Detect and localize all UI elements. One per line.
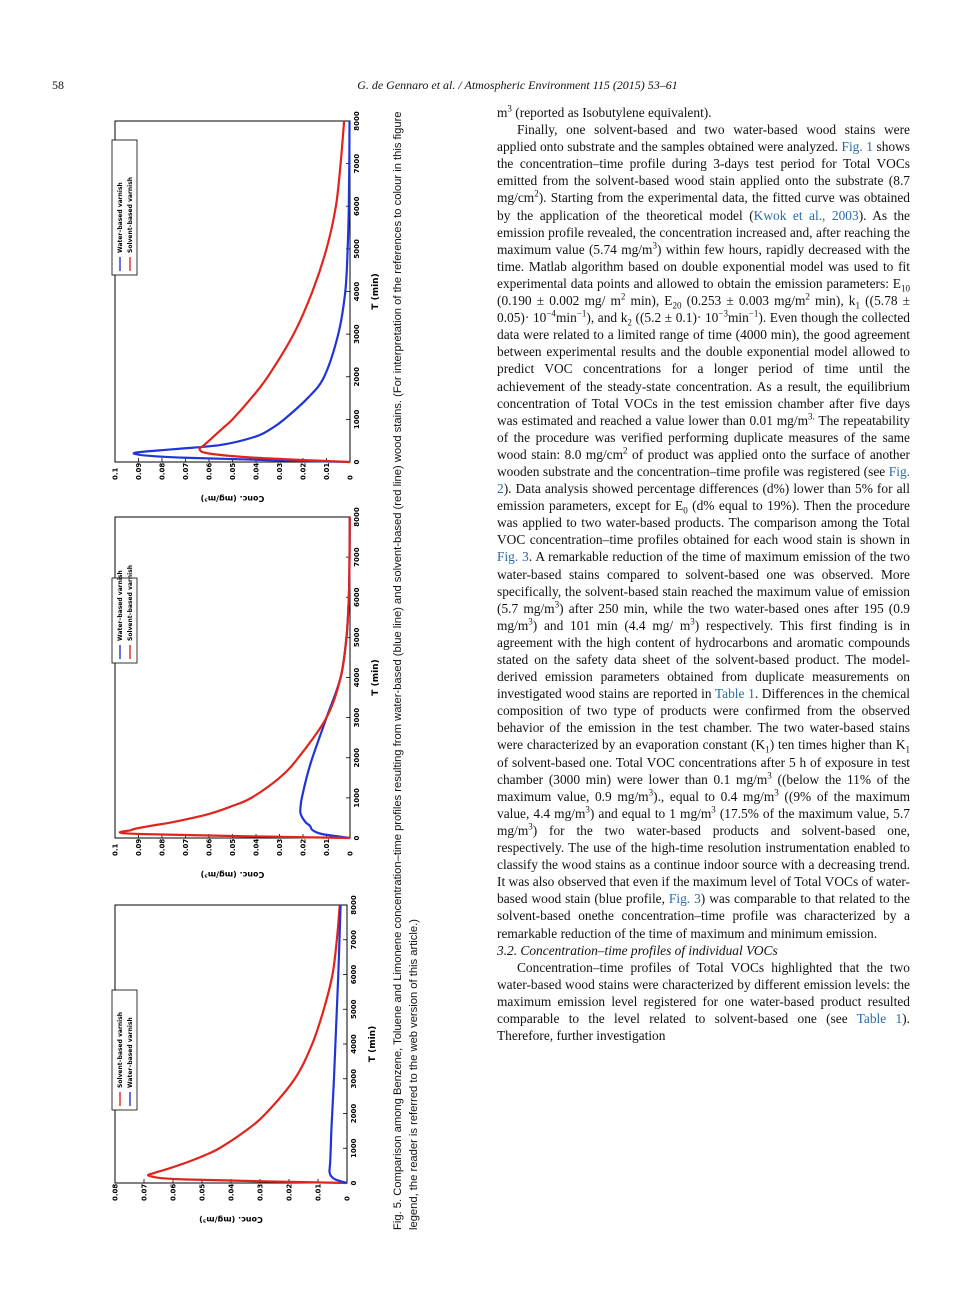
paragraph-section-3-2: Concentration–time profiles of Total VOCs highlighted that the two water-based wood stains were characterized by different emission levels: the maximum emission level registered for one water-based product resulted comparable to the level related to solvent-based one (see Table 1). Therefore, further investigation <box>497 959 910 1044</box>
y-tick-label: 0.1 <box>111 467 120 480</box>
x-axis-label: T (min) <box>371 273 381 310</box>
paragraph-continued: $m^3$ (reported as Isobutylene equivalent). <box>497 103 712 120</box>
y-tick-label: 0.05 <box>229 838 237 856</box>
y-tick-label: 0.07 <box>182 462 190 480</box>
x-tick-label: 0 <box>350 1180 358 1186</box>
y-axis-label: Conc. (mg/m³) <box>200 870 265 879</box>
y-tick-label: 0.05 <box>198 1183 207 1201</box>
body-text-column <box>497 104 910 1044</box>
caption-label: Fig. 5. <box>392 1198 404 1230</box>
y-tick-label: 0.03 <box>276 838 284 856</box>
x-tick-label: 4000 <box>353 281 361 302</box>
journal-citation: G. de Gennaro et al. / Atmospheric Environment 115 (2015) 53–61 <box>357 78 678 92</box>
legend-entry: Solvent–based varnish <box>117 1011 124 1088</box>
y-tick-label: 0.02 <box>299 462 308 480</box>
section-heading: 3.2. Concentration–time profiles of individual VOCs <box>497 942 778 958</box>
y-tick-label: 0.06 <box>205 838 214 856</box>
x-tick-label: 5000 <box>353 239 361 259</box>
y-tick-label: 0.04 <box>252 838 261 856</box>
series-line-1 <box>134 121 350 462</box>
x-tick-label: 7000 <box>353 547 361 567</box>
kwok-citation-link[interactable]: Kwok et al., 2003 <box>753 207 859 223</box>
x-tick-label: 5000 <box>353 627 361 648</box>
fig2-link[interactable]: Fig. 2 <box>497 463 910 497</box>
x-tick-label: 2000 <box>353 367 361 387</box>
y-tick-label: 0.02 <box>299 838 308 856</box>
x-tick-label: 2000 <box>353 748 361 768</box>
x-tick-label: 3000 <box>350 1069 358 1089</box>
y-tick-label: 0.07 <box>140 1183 149 1201</box>
legend-entry: Solvent–based varnish <box>127 564 134 641</box>
caption-text: Comparison among Benzene, Toluene and Limonene concentration–time profiles resulting from water-based (blue line) and solvent-based (red line) wood stains. (For interpretation of the references to colour in this figure legend, the reader is referred to the web version of this article.) <box>392 111 420 1230</box>
y-tick-label: 0.01 <box>323 462 331 480</box>
y-tick-label: 0.08 <box>158 462 167 480</box>
x-tick-label: 1000 <box>350 1138 358 1158</box>
y-tick-label: 0.04 <box>252 462 261 480</box>
y-tick-label: 0 <box>343 1196 352 1201</box>
y-tick-label: 0.08 <box>111 1183 120 1201</box>
y-tick-label: 0.02 <box>285 1183 294 1201</box>
x-tick-label: 8000 <box>353 111 361 131</box>
y-tick-label: 0.07 <box>182 838 190 856</box>
x-axis-label: T (min) <box>368 1025 378 1063</box>
x-tick-label: 0 <box>353 459 361 465</box>
x-tick-label: 4000 <box>353 667 361 688</box>
series-line-2 <box>199 121 350 462</box>
paragraph-results: Finally, one solvent-based and two water-based wood stains were applied onto substrate and the samples obtained were analyzed. Fig. 1 shows the concentration–time profile during 3-days test period for Total VOCs emitted from the solvent-based wood stain applied onto the substrate (8.7 $mg/cm^2$). Starting from the experimental data, the fitted curve was obtained by the application of the theoretical model (Kwok et al., 2003). As the emission profile revealed, the concentration increased and, after reaching the maximum value (5.74 $mg/m^3$) within few hours, rapidly decreased with the time. Matlab algorithm based on double exponential model was used to fit experimental data points and allowed to obtain the emission parameters: $E_{10}$ (0.190 ± 0.002 mg/ $m^2$ min), $E_{20}$ (0.253 ± 0.003 $mg/m^2$ min), $k_1$ $((5.78 \pm 0.05)\cdot 10^{-4}\min^{-1})$, and $k_2$ $((5.2 \pm 0.1)\cdot 10^{-3}\min^{-1})$. Even though the collected data were related to a limited range of time (4000 min), the good agreement between experimental results and the double exponential model allowed to predict VOC concentrations for a longer period of time until the achievement of the steady-state concentration. As a result, the equilibrium concentration of Total VOCs in the test emission chamber after five days was estimated and reached a value lower than 0.01 $mg/m^{3.}$ The repeatability of the procedure was verified performing duplicate measures of the same wood stain: 8.0 $mg/cm^2$ of product was applied onto the surface of another wooden substrate and the concentration–time profile was registered (see Fig. 2). Data analysis showed percentage differences (d%) lower than 5% for all emission parameters, except for $E_0$ (d% equal to 19%). Then the procedure was applied to two water-based products. The comparison among the Total VOC concentration–time profiles obtained for each wood stain is shown in Fig. 3. A remarkable reduction of the time of maximum emission of the two water-based stains compared to solvent-based one was observed. More specifically, the solvent-based stain reached the maximum value of emission (5.7 $mg/m^3$) after 250 min, while the two water-based ones after 195 (0.9 $mg/m^3$) and 101 min (4.4 mg/ $m^3$) respectively. This first finding is in agreement with the high content of hydrocarbons and aromatic compounds stated on the safety data sheet of the solvent-based product. The model-derived emission parameters obtained from duplicate measurements on investigated wood stains are reported in Table 1. Differences in the chemical composition of two type of products were confirmed from the observed behavior of the emission in the test chamber. The two water-based stains were characterized by an evaporation constant $(K_1)$ ten times higher than $K_1$ of solvent-based one. Total VOC concentrations after 5 h of exposure in test chamber (3000 min) were lower than 0.1 $mg/m^3$ ((below the 11% of the maximum value, 0.9 $mg/m^3$)., equal to 0.4 $mg/m^3$ ((9% of the maximum value, 4.4 $mg/m^3$) and equal to 1 $mg/m^3$ (17.5% of the maximum value, 5.7 $mg/m^3$) for the two water-based products and solvent-based one, respectively. The use of the high-time resolution instrumentation enabled to classify the wood stains as a continue indoor source with a decreasing trend. It was also observed that even if the maximum level of Total VOCs of water-based wood stain (blue profile, Fig. 3) was comparable to that related to the solvent-based onethe concentration–time profile was characterized by a remarkable reduction of the time of maximum and minimum emission. <box>497 122 911 941</box>
page-number: 58 <box>52 78 64 92</box>
fig3-link[interactable]: Fig. 3 <box>497 549 529 565</box>
legend-entry: Solvent–based varnish <box>127 176 134 253</box>
x-tick-label: 2000 <box>350 1103 358 1124</box>
x-tick-label: 3000 <box>353 707 361 728</box>
x-tick-label: 5000 <box>350 999 358 1019</box>
x-tick-label: 6000 <box>353 587 361 607</box>
x-tick-label: 7000 <box>353 153 361 174</box>
y-tick-label: 0.09 <box>135 462 143 480</box>
y-tick-label: 0.01 <box>323 838 331 856</box>
plot-area <box>112 111 382 503</box>
y-tick-label: 0 <box>346 851 355 856</box>
figure-caption <box>390 100 424 1230</box>
table1-link-2[interactable]: Table 1 <box>856 1010 903 1026</box>
y-tick-label: 0.06 <box>205 462 214 480</box>
fig1-link[interactable]: Fig. 1 <box>841 139 873 155</box>
y-tick-label: 0.06 <box>169 1183 178 1201</box>
x-tick-label: 6000 <box>350 964 358 985</box>
x-tick-label: 0 <box>353 835 361 841</box>
x-axis-label: T (min) <box>371 659 381 696</box>
y-tick-label: 0.09 <box>135 838 143 856</box>
y-tick-label: 0.03 <box>256 1183 265 1201</box>
fig3-link-2[interactable]: Fig. 3 <box>668 891 701 907</box>
y-axis-label: Conc. (mg/m³) <box>200 494 265 503</box>
legend-entry: Water–based varnish <box>117 570 124 641</box>
legend-entry: Water–based varnish <box>127 1017 134 1088</box>
x-tick-label: 7000 <box>350 930 358 950</box>
axes-frame <box>115 121 350 462</box>
legend-entry: Water–based varnish <box>117 182 124 253</box>
x-tick-label: 3000 <box>353 324 361 344</box>
x-tick-label: 8000 <box>350 895 358 915</box>
x-tick-label: 1000 <box>353 788 361 808</box>
y-tick-label: 0.01 <box>314 1183 323 1201</box>
x-tick-label: 4000 <box>350 1034 358 1054</box>
y-tick-label: 0.05 <box>229 462 237 480</box>
y-tick-label: 0.08 <box>158 838 167 856</box>
table1-link[interactable]: Table 1 <box>714 686 755 702</box>
y-axis-label: Conc. (mg/m³) <box>199 1215 263 1224</box>
x-tick-label: 1000 <box>353 409 361 430</box>
y-tick-label: 0.04 <box>227 1183 236 1201</box>
x-tick-label: 8000 <box>353 507 361 527</box>
y-tick-label: 0 <box>346 475 355 480</box>
y-tick-label: 0.03 <box>276 462 284 480</box>
x-tick-label: 6000 <box>353 196 361 216</box>
y-tick-label: 0.1 <box>111 843 120 856</box>
